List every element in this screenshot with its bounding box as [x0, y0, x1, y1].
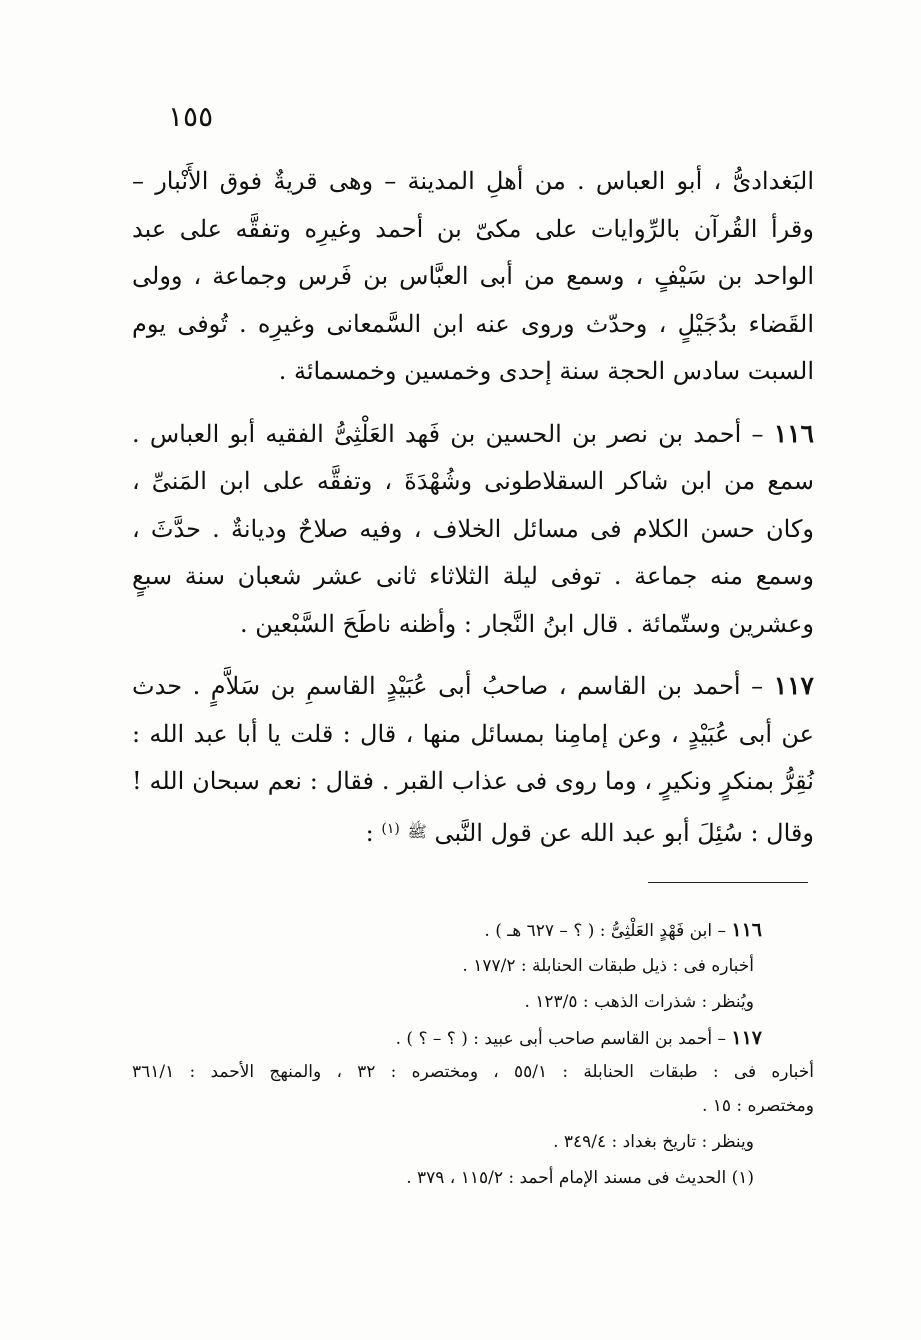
- page-number: ١٥٥: [168, 100, 214, 133]
- text-line: نعم سبحان الله ! وقال : سُئِلَ أبو عبد الله عن قول النَّبى: [132, 767, 814, 847]
- main-text: [132, 158, 814, 857]
- line-end-colon: :: [365, 818, 374, 847]
- footnote-separator: [648, 882, 808, 883]
- text-line: – أحمد بن القاسم ، صاحبُ أبى عُبَيْدٍ القاسمِ بن: [270, 672, 764, 700]
- honorific-glyph: ﷺ: [407, 821, 427, 841]
- footnote-entry-number: ١١٦: [731, 919, 762, 941]
- footnote-entry-number: ١١٧: [731, 1027, 762, 1049]
- text-line: المَنىِّ ، وكان حسن الكلام فى مسائل الخلاف ، وفيه صلاحٌ وديانةٌ .: [132, 467, 814, 543]
- text-line: سَيْفٍ ، وسمع من أبى العبَّاس بن فَرس وجماعة ، وولى القَضاء بدُجَيْلٍ ،: [132, 262, 814, 338]
- text-line: – أحمد بن نصر بن الحسين بن فَهد العَلْثِىُّ الفقيه: [265, 419, 764, 448]
- footnote-117-heading: [132, 1020, 814, 1056]
- footnote-116-source: أخباره فى : ذيل طبقات الحنابلة : ١٧٧/٢ .: [462, 956, 754, 976]
- text-line: وحدّث وروى عنه ابن السَّمعانى وغيرِه . تُوفى يوم السبت سادس الحجة: [132, 309, 814, 385]
- text-line: البَغدادىُّ ، أبو العباس . من أهلِ المدينة – وهى قريةٌ فوق الأَنْبار – وقرأ: [132, 167, 814, 243]
- text-line: وعشرين وستّمائة . قال ابنُ النَّجار : وأظنه ناطَحَ السَّبْعين .: [239, 609, 814, 638]
- paragraph-entry-115-continued: [132, 158, 814, 396]
- paragraph-entry-117: [132, 662, 814, 857]
- text-line: القُرآن بالرِّوايات على مكىّ بن أحمد وغيرِه وتفقَّه على عبد الواحد بن: [132, 214, 814, 290]
- entry-number: ١١٦: [773, 418, 814, 448]
- footnote-116-heading: [132, 912, 814, 948]
- footnote-reference[interactable]: (١): [381, 820, 400, 837]
- footnote-1: (١) الحديث فى مسند الإمام أحمد : ١١٥/٢ ، ٣٧٩ .: [406, 1168, 754, 1188]
- footnote-text: – ابن فَهْدٍ العَلْثِىُّ : ( ؟ – ٦٢٧ هـ ) .: [484, 921, 726, 941]
- text-line: سنة إحدى وخمسين وخمسمائة .: [278, 357, 600, 385]
- text-line: أبو العباس . سمع من ابن شاكر السقلاطونى وشُهْدَةَ ، وتفقَّه على ابن: [132, 419, 814, 495]
- footnotes: [132, 912, 814, 1196]
- text-line: حدَّثَ ، وسمع منه جماعة . توفى ليلة الثلاثاء ثانى عشر شعبان سنة سبعٍ: [132, 514, 814, 590]
- footnote-117-source-cont: ومختصره : ١٥ .: [701, 1096, 814, 1116]
- text-line: يا أبا عبد الله : نُقِرُّ بمنكرٍ ونكيرٍ ، وما روى فى عذاب القبر . فقال :: [132, 719, 814, 795]
- text-line: سَلاَّمٍ . حدث عن أبى عُبَيْدٍ ، وعن إمامِنا بمسائل منها ، قال : قلت: [132, 672, 814, 748]
- entry-number: ١١٧: [773, 671, 814, 700]
- footnote-text: – أحمد بن القاسم صاحب أبى عبيد : ( ؟ – ؟ ) .: [395, 1029, 726, 1049]
- footnote-117-source: أخباره فى : طبقات الحنابلة : ٥٥/١ ، ومختصره : ٣٢ ، والمنهج الأحمد : ٣٦١/١: [132, 1062, 815, 1082]
- footnote-117-see-also: وينظر : تاريخ بغداد : ٣٤٩/٤ .: [553, 1132, 754, 1152]
- paragraph-entry-116: [132, 410, 814, 649]
- footnote-116-see-also: ويُنظر : شذرات الذهب : ١٢٣/٥ .: [524, 992, 754, 1012]
